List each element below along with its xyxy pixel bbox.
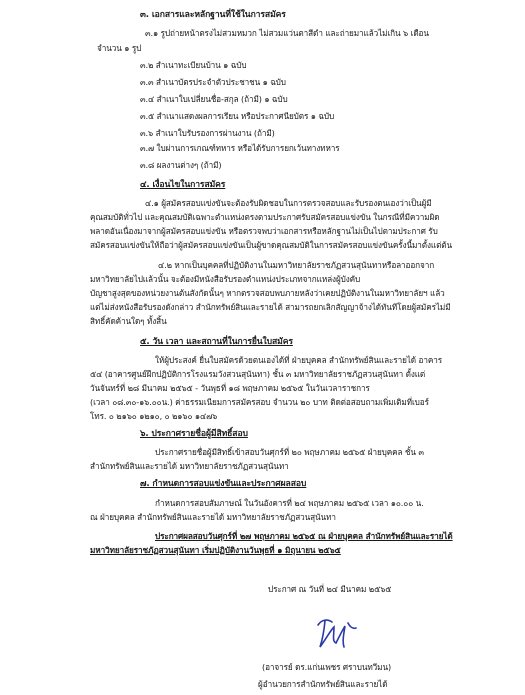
paragraph-line: ๔.๒ หากเป็นบุคคลที่ปฏิบัติงานในมหาวิทยาลัยราชภัฏสวนสุนันทาหรือลาออกจาก bbox=[158, 260, 435, 270]
result-announcement-line: ประกาศผลสอบวันศุกร์ที่ ๒๗ พฤษภาคม ๒๕๖๕ ณ ฝ่ายบุคคล สำนักทรัพย์สินและรายได้ bbox=[155, 531, 453, 541]
paragraph-line: บัญชาสูงสุดของหน่วยงานต้นสังกัดนั้นๆ หากตรวจสอบพบภายหลังว่าเคยปฏิบัติงานในมหาวิทยาลัยฯ แล้ว bbox=[90, 288, 445, 298]
paragraph-line: สิทธิ์คัดค้านใดๆ ทั้งสิ้น bbox=[90, 316, 167, 326]
paragraph-line: กำหนดการสอบสัมภาษณ์ ในวันอังคารที่ ๒๔ พฤษภาคม ๒๕๖๕ เวลา ๑๐.๐๐ น. bbox=[155, 498, 424, 508]
signer-name: (อาจารย์ ดร.แก่นเพชร ศราบนทวีมน) bbox=[262, 662, 392, 672]
paragraph-line: สำนักทรัพย์สินและรายได้ มหาวิทยาลัยราชภัฏสวนสุนันทา bbox=[90, 461, 289, 471]
signer-title: ผู้อำนวยการสำนักทรัพย์สินและรายได้ bbox=[258, 679, 388, 689]
paragraph-line: ให้ผู้ประสงค์ ยื่นใบสมัครด้วยตนเองได้ที่ ฝ่ายบุคคล สำนักทรัพย์สินและรายได้ อาคาร bbox=[155, 355, 442, 365]
paragraph-line: สมัครสอบแข่งขันให้ถือว่าผู้สมัครสอบแข่งขันเป็นผู้ขาดคุณสมบัติในการสมัครสอบแข่งขันครั้งนี้มาตั้งแต่ต้น bbox=[90, 240, 453, 250]
list-item: ๓.๒ สำเนาทะเบียนบ้าน ๑ ฉบับ bbox=[140, 60, 247, 70]
section-4-title: ๔. เงื่อนไขในการสมัคร bbox=[140, 180, 226, 190]
section-3-title: ๓. เอกสารและหลักฐานที่ใช้ในการสมัคร bbox=[140, 10, 286, 20]
paragraph-line: มหาวิทยาลัยไปแล้วนั้น จะต้องมีหนังสือรับรองตำแหน่งประเภทจากแหล่งผู้บังคับ bbox=[90, 274, 361, 284]
announcement-date: ประกาศ ณ วันที่ ๒๔ มีนาคม ๒๕๖๕ bbox=[268, 584, 392, 594]
paragraph-line: (เวลา ๐๘.๓๐-๑๖.๐๐น.) ค่าธรรมเนียมการสมัครสอบ จำนวน ๒๐ บาท ติดต่อสอบถามเพิ่มเติมที่เบอร์ bbox=[90, 397, 429, 407]
paragraph-line: โทร. ๐ ๒๑๖๐ ๑๒๑๐, ๐ ๒๑๖๐ ๑๔๗๖ bbox=[90, 411, 218, 421]
signature-image bbox=[312, 613, 362, 653]
result-announcement-line: มหาวิทยาลัยราชภัฏสวนสุนันทา เริ่มปฏิบัติงานวันพุธที่ ๑ มิถุนายน ๒๕๖๕ bbox=[90, 545, 341, 555]
section-5-title: ๕. วัน เวลา และสถานที่ในการยื่นใบสมัคร bbox=[140, 337, 293, 347]
list-item: ๓.๑ รูปถ่ายหน้าตรงไม่สวมหมวก ไม่สวมแว่นตาสีดำ และถ่ายมาแล้วไม่เกิน ๖ เดือน bbox=[145, 28, 429, 38]
paragraph-line: แต่ไม่ส่งหนังสือรับรองดังกล่าว สำนักทรัพย์สินและรายได้ สามารถยกเลิกสัญญาจ้างได้ทันทีโดยผู้สมัครไม่มี bbox=[90, 302, 451, 312]
list-item: จำนวน ๑ รูป bbox=[97, 43, 142, 53]
list-item: ๓.๗ ใบผ่านการเกณฑ์ทหาร หรือได้รับการยกเว้นทางทหาร bbox=[140, 143, 340, 153]
paragraph-line: พลาดอันเนื่องมาจากผู้สมัครสอบแข่งขัน หรือตรวจพบว่าเอกสารหรือหลักฐานไม่เป็นไปตามประกาศ รับ bbox=[90, 226, 438, 236]
list-item: ๓.๕ สำเนาแสดงผลการเรียน หรือประกาศนียบัตร ๑ ฉบับ bbox=[140, 111, 335, 121]
list-item: ๓.๘ ผลงานต่างๆ (ถ้ามี) bbox=[140, 160, 222, 170]
paragraph-line: ประกาศรายชื่อผู้มีสิทธิ์เข้าสอบวันศุกร์ที่ ๒๐ พฤษภาคม ๒๕๖๕ ฝ่ายบุคคล ชั้น ๓ bbox=[155, 447, 424, 457]
paragraph-line: ๕๔ (อาคารศูนย์ฝึกปฏิบัติการโรงแรมวังสวนสุนันทา) ชั้น ๓ มหาวิทยาลัยราชภัฏสวนสุนันทา ตั้งแต่ bbox=[90, 369, 426, 379]
paragraph-line: ๔.๑ ผู้สมัครสอบแข่งขันจะต้องรับผิดชอบในการตรวจสอบและรับรองตนเองว่าเป็นผู้มี bbox=[145, 198, 432, 208]
list-item: ๓.๓ สำเนาบัตรประจำตัวประชาชน ๑ ฉบับ bbox=[140, 77, 286, 87]
section-7-title: ๗. กำหนดการสอบแข่งขันและประกาศผลสอบ bbox=[140, 479, 307, 489]
list-item: ๓.๖ สำเนาใบรับรองการผ่านงาน (ถ้ามี) bbox=[140, 128, 275, 138]
list-item: ๓.๔ สำเนาใบเปลี่ยนชื่อ-สกุล (ถ้ามี) ๑ ฉบับ bbox=[140, 94, 288, 104]
section-6-title: ๖. ประกาศรายชื่อผู้มีสิทธิ์สอบ bbox=[140, 429, 248, 439]
paragraph-line: ณ ฝ่ายบุคคล สำนักทรัพย์สินและรายได้ มหาวิทยาลัยราชภัฏสวนสุนันทา bbox=[90, 512, 336, 522]
paragraph-line: วันจันทร์ที่ ๒๘ มีนาคม ๒๕๖๕ - วันพุธที่ ๑๘ พฤษภาคม ๒๕๖๕ ในวันเวลาราชการ bbox=[90, 383, 370, 393]
paragraph-line: คุณสมบัติทั่วไป และคุณสมบัติเฉพาะตำแหน่งตรงตามประกาศรับสมัครสอบแข่งขัน ในกรณีที่มีความผิด bbox=[90, 212, 440, 222]
